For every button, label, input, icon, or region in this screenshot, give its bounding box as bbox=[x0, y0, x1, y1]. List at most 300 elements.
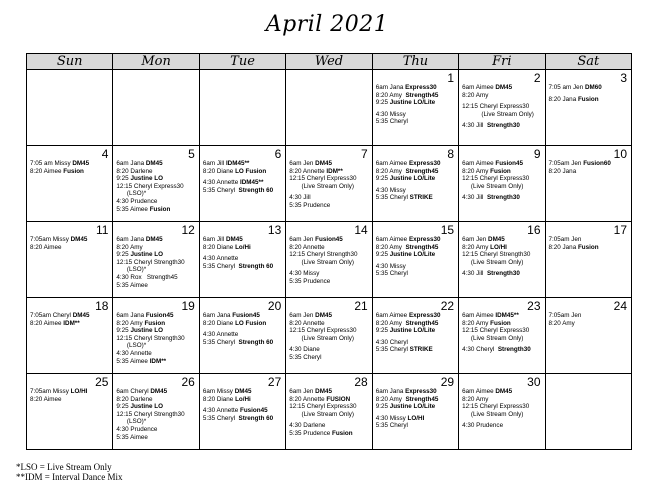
class-time-instructor: 6am Jen bbox=[289, 236, 316, 243]
class-time-instructor: 9:25 bbox=[116, 403, 131, 411]
class-entry bbox=[203, 312, 284, 320]
class-entry bbox=[289, 160, 370, 168]
class-type: Justine LO bbox=[130, 175, 163, 183]
class-time-instructor: 6am Jen bbox=[289, 388, 316, 395]
class-list bbox=[462, 160, 543, 202]
day-cell bbox=[545, 70, 631, 146]
class-type: DM45 bbox=[315, 312, 332, 319]
class-entry bbox=[549, 244, 630, 252]
class-entry bbox=[289, 327, 370, 335]
class-type: Strength45 bbox=[405, 167, 439, 175]
class-time-instructor: 5:35 Aimee bbox=[116, 205, 150, 213]
class-entry bbox=[30, 320, 111, 328]
class-entry bbox=[376, 160, 457, 168]
day-cell bbox=[459, 374, 545, 450]
class-entry bbox=[203, 396, 284, 404]
class-type: IDM** bbox=[326, 167, 343, 175]
day-number: 19 bbox=[181, 299, 195, 313]
class-time-instructor: 4:30 Missy bbox=[289, 270, 320, 278]
class-time-instructor: 12:15 Cheryl Strength30 bbox=[462, 251, 531, 259]
class-time-instructor: 5:35 Cheryl bbox=[202, 338, 239, 346]
class-entry bbox=[289, 175, 370, 183]
class-time-instructor: 12:15 Cheryl Strength30 bbox=[116, 258, 185, 266]
class-time-instructor: 5:35 Cheryl bbox=[202, 414, 239, 422]
day-cell bbox=[459, 222, 545, 298]
class-list bbox=[462, 84, 543, 130]
class-list bbox=[289, 312, 370, 362]
class-time-instructor: 7:05am Jen bbox=[548, 160, 584, 167]
class-type: LO Fusion bbox=[235, 167, 267, 175]
week-row bbox=[27, 374, 632, 450]
class-time-instructor: 8:20 Amy bbox=[375, 91, 406, 99]
class-type: DM45 bbox=[488, 236, 505, 243]
class-entry bbox=[376, 403, 457, 411]
day-number: 8 bbox=[447, 147, 455, 161]
class-time-instructor: 7:05am Jen bbox=[548, 236, 582, 243]
class-entry bbox=[376, 187, 457, 195]
class-entry bbox=[116, 206, 197, 214]
day-number: 29 bbox=[440, 375, 455, 389]
class-entry bbox=[289, 346, 370, 354]
class-time-instructor: 8:20 Annette bbox=[289, 167, 327, 175]
class-time-instructor: 4:30 Missy bbox=[375, 110, 406, 118]
calendar-grid bbox=[26, 53, 632, 450]
class-entry bbox=[549, 160, 630, 168]
day-number: 3 bbox=[620, 71, 627, 85]
class-time-instructor: 7:05 am Missy bbox=[30, 160, 73, 167]
class-entry bbox=[376, 251, 457, 259]
class-entry bbox=[289, 411, 370, 419]
class-time-instructor: 4:30 Annette bbox=[202, 179, 240, 187]
class-entry bbox=[289, 202, 370, 210]
class-time-instructor: 8:20 Amy bbox=[462, 243, 491, 251]
week-row bbox=[27, 146, 632, 222]
calendar-title: April 2021 bbox=[265, 12, 389, 37]
class-entry bbox=[203, 263, 284, 271]
class-entry bbox=[203, 168, 284, 176]
day-cell bbox=[545, 146, 631, 222]
class-type: Express30 bbox=[405, 84, 437, 91]
day-cell bbox=[199, 70, 285, 146]
class-time-instructor: 5:35 Cheryl bbox=[375, 118, 408, 126]
class-time-instructor: 8:20 Jana bbox=[548, 95, 578, 103]
class-time-instructor: 8:20 Annette bbox=[289, 395, 327, 403]
footnotes bbox=[16, 462, 123, 482]
day-cell bbox=[459, 298, 545, 374]
class-type: STRIKE bbox=[409, 194, 433, 202]
class-time-instructor: 12:15 Cheryl Express30 bbox=[116, 182, 184, 190]
class-list bbox=[30, 236, 111, 251]
class-time-instructor: 8:20 Amy bbox=[548, 319, 575, 327]
class-entry bbox=[462, 388, 543, 396]
day-number: 15 bbox=[440, 223, 455, 237]
class-time-instructor: 9:25 bbox=[375, 403, 390, 411]
class-time-instructor: 9:25 bbox=[116, 327, 131, 335]
class-entry bbox=[203, 339, 284, 347]
day-number: 7 bbox=[361, 147, 368, 161]
class-list bbox=[116, 236, 197, 289]
day-cell bbox=[286, 146, 372, 222]
class-entry bbox=[462, 270, 543, 278]
class-entry bbox=[116, 251, 197, 259]
day-cell bbox=[286, 374, 372, 450]
class-entry bbox=[116, 396, 197, 404]
class-time-instructor: 5:35 Aimee bbox=[116, 433, 148, 441]
class-type: LO/HI bbox=[70, 388, 88, 395]
class-time-instructor: 8:20 Amy bbox=[375, 395, 406, 403]
class-time-instructor: 8:20 Darlene bbox=[116, 167, 153, 175]
class-time-instructor: 4:30 Jill bbox=[462, 194, 487, 202]
day-cell bbox=[199, 146, 285, 222]
class-time-instructor: 7:05am Missy bbox=[30, 388, 71, 395]
class-time-instructor: 12:15 Cheryl Express30 bbox=[462, 103, 530, 111]
class-list bbox=[376, 160, 457, 202]
class-entry bbox=[462, 396, 543, 404]
class-entry bbox=[116, 350, 197, 358]
class-entry bbox=[203, 255, 284, 263]
day-number: 23 bbox=[527, 299, 541, 313]
class-entry bbox=[30, 168, 111, 176]
class-entry bbox=[116, 274, 197, 282]
class-time-instructor: 4:30 Jill bbox=[289, 194, 311, 202]
class-entry bbox=[549, 96, 630, 104]
class-entry bbox=[462, 84, 543, 92]
class-entry bbox=[376, 422, 457, 430]
class-entry bbox=[289, 422, 370, 430]
class-type: IDM45** bbox=[495, 312, 519, 319]
class-entry bbox=[116, 434, 197, 442]
class-entry bbox=[116, 236, 197, 244]
class-time-instructor: 6am Aimee bbox=[462, 312, 496, 319]
class-time-instructor: 4:30 Annette bbox=[116, 349, 152, 357]
class-type: Fusion bbox=[63, 167, 84, 175]
class-entry bbox=[462, 168, 543, 176]
class-time-instructor: 6am Jana bbox=[116, 236, 146, 243]
class-time-instructor: 4:30 Cheryl bbox=[375, 338, 408, 346]
day-number: 5 bbox=[188, 147, 195, 161]
day-cell bbox=[372, 374, 458, 450]
class-time-instructor: 12:15 Cheryl Strength30 bbox=[289, 251, 358, 259]
day-number: 14 bbox=[354, 223, 368, 237]
class-time-instructor: 8:20 Jana bbox=[548, 243, 578, 251]
class-entry bbox=[116, 418, 197, 426]
class-entry bbox=[462, 103, 543, 111]
class-entry bbox=[203, 388, 284, 396]
day-cell bbox=[199, 298, 285, 374]
footnote-idm: **IDM = Interval Dance Mix bbox=[16, 472, 123, 482]
class-list bbox=[549, 84, 630, 103]
day-cell bbox=[545, 298, 631, 374]
class-time-instructor: 6am Aimee bbox=[462, 84, 496, 91]
class-type: DM45 bbox=[70, 236, 88, 243]
class-type: Fusion bbox=[490, 167, 511, 175]
day-cell bbox=[27, 146, 113, 222]
class-time-instructor: 9:25 bbox=[375, 99, 390, 107]
class-time-instructor: (Live Stream Only) bbox=[462, 258, 524, 266]
class-type: Fusion bbox=[577, 243, 599, 251]
class-type: DM45 bbox=[495, 388, 513, 395]
class-type: DM45 bbox=[315, 160, 332, 167]
class-entry bbox=[462, 411, 543, 419]
class-type: IDM45** bbox=[239, 179, 264, 187]
class-list bbox=[289, 160, 370, 210]
class-type: Strength45 bbox=[405, 91, 439, 99]
weekday-wed: Wed bbox=[286, 54, 372, 70]
class-time-instructor: 5:35 Aimee bbox=[116, 281, 148, 289]
class-list bbox=[549, 236, 630, 251]
class-type: Express30 bbox=[408, 312, 441, 319]
day-cell bbox=[545, 222, 631, 298]
class-type: Fusion45 bbox=[315, 236, 343, 243]
class-time-instructor: 8:20 Diane bbox=[202, 167, 236, 175]
class-time-instructor: 6am Jen bbox=[289, 160, 316, 167]
class-time-instructor: (LSO)* bbox=[116, 190, 147, 198]
class-time-instructor: 6am Jen bbox=[289, 312, 316, 319]
day-cell bbox=[113, 374, 199, 450]
class-time-instructor: 6am Jana bbox=[375, 388, 406, 395]
class-entry bbox=[289, 396, 370, 404]
day-cell bbox=[286, 70, 372, 146]
class-entry bbox=[30, 160, 111, 168]
class-entry bbox=[116, 198, 197, 206]
class-time-instructor: 9:25 bbox=[375, 251, 390, 259]
class-time-instructor: (Live Stream Only) bbox=[462, 110, 534, 118]
class-entry bbox=[462, 111, 543, 119]
class-entry bbox=[289, 335, 370, 343]
class-time-instructor: 5:35 Cheryl bbox=[375, 194, 410, 202]
class-type: IDM45** bbox=[225, 160, 250, 167]
class-time-instructor: 9:25 bbox=[116, 175, 131, 183]
class-list bbox=[376, 236, 457, 278]
class-type: Fusion60 bbox=[583, 160, 611, 167]
class-time-instructor: 8:20 Amy bbox=[462, 395, 489, 403]
day-number: 10 bbox=[613, 147, 627, 161]
class-entry bbox=[376, 263, 457, 271]
weekday-thu: Thu bbox=[372, 54, 458, 70]
class-time-instructor: 6am Aimee bbox=[375, 236, 409, 243]
class-time-instructor: 8:20 Amy bbox=[375, 167, 406, 175]
class-entry bbox=[289, 278, 370, 286]
class-time-instructor: 4:30 Prudence bbox=[462, 422, 504, 430]
class-type: LO/HI bbox=[490, 243, 507, 251]
day-number: 28 bbox=[354, 375, 368, 389]
class-entry bbox=[376, 415, 457, 423]
class-entry bbox=[376, 346, 457, 354]
class-time-instructor: 8:20 Aimee bbox=[30, 167, 64, 175]
day-cell bbox=[27, 298, 113, 374]
class-entry bbox=[462, 346, 543, 354]
class-entry bbox=[549, 312, 630, 320]
class-type: Express30 bbox=[408, 236, 441, 243]
class-entry bbox=[116, 312, 197, 320]
class-time-instructor: 5:35 Prudence bbox=[289, 277, 331, 285]
class-type: LO/HI bbox=[407, 414, 425, 422]
class-type: Fusion bbox=[490, 319, 511, 327]
class-type: DM45 bbox=[315, 388, 332, 395]
week-row bbox=[27, 298, 632, 374]
class-type: Express30 bbox=[408, 160, 441, 167]
class-entry bbox=[549, 168, 630, 176]
class-time-instructor: 8:20 Diane bbox=[202, 319, 236, 327]
class-time-instructor: 12:15 Cheryl Express30 bbox=[462, 327, 530, 335]
class-entry bbox=[376, 92, 457, 100]
class-entry bbox=[376, 320, 457, 328]
class-entry bbox=[289, 168, 370, 176]
day-number: 4 bbox=[101, 147, 109, 161]
class-time-instructor: 12:15 Cheryl Express30 bbox=[289, 403, 357, 411]
class-list bbox=[462, 388, 543, 430]
class-entry bbox=[462, 92, 543, 100]
class-entry bbox=[116, 175, 197, 183]
class-entry bbox=[289, 270, 370, 278]
class-entry bbox=[289, 388, 370, 396]
class-time-instructor: 8:20 Amy bbox=[462, 319, 491, 327]
class-list bbox=[376, 84, 457, 126]
class-time-instructor: 8:20 Diane bbox=[202, 395, 236, 403]
class-entry bbox=[289, 312, 370, 320]
class-time-instructor: 8:20 Amy bbox=[462, 91, 489, 99]
class-type: Justine LO/Lite bbox=[389, 99, 436, 107]
day-number: 21 bbox=[354, 299, 368, 313]
class-list bbox=[462, 236, 543, 278]
class-entry bbox=[289, 236, 370, 244]
class-entry bbox=[30, 236, 111, 244]
class-time-instructor: 12:15 Cheryl Strength30 bbox=[116, 410, 185, 418]
class-time-instructor: 4:30 Annette bbox=[202, 255, 239, 263]
class-list bbox=[116, 312, 197, 365]
class-entry bbox=[203, 407, 284, 415]
class-type: Strength30 bbox=[497, 346, 531, 354]
weekday-sun: Sun bbox=[27, 54, 113, 70]
class-entry bbox=[462, 312, 543, 320]
class-type: Fusion45 bbox=[145, 312, 174, 319]
class-entry bbox=[289, 194, 370, 202]
day-cell bbox=[113, 222, 199, 298]
class-entry bbox=[116, 342, 197, 350]
class-time-instructor: 6am Jill bbox=[202, 160, 226, 167]
day-number: 25 bbox=[95, 375, 109, 389]
class-time-instructor: 8:20 Amy bbox=[116, 319, 145, 327]
class-time-instructor: 5:35 Cheryl bbox=[202, 262, 239, 270]
class-type: DM45 bbox=[234, 388, 252, 395]
class-entry bbox=[116, 190, 197, 198]
day-cell bbox=[286, 222, 372, 298]
class-time-instructor: (LSO)* bbox=[116, 418, 147, 426]
class-entry bbox=[203, 236, 284, 244]
class-time-instructor: 9:25 bbox=[375, 175, 390, 183]
class-time-instructor: 9:25 bbox=[375, 327, 390, 335]
class-entry bbox=[376, 168, 457, 176]
day-number: 18 bbox=[95, 299, 109, 313]
class-type: DM45 bbox=[145, 160, 163, 167]
class-type: Fusion45 bbox=[239, 407, 268, 415]
class-time-instructor: (Live Stream Only) bbox=[462, 334, 524, 342]
class-time-instructor: (Live Stream Only) bbox=[289, 258, 354, 266]
class-entry bbox=[116, 358, 197, 366]
class-type: Fusion bbox=[577, 95, 599, 103]
class-entry bbox=[462, 183, 543, 191]
class-time-instructor: 8:20 Amy bbox=[462, 167, 491, 175]
class-entry bbox=[462, 122, 543, 130]
class-type: Justine LO bbox=[130, 251, 163, 259]
class-time-instructor: 4:30 Missy bbox=[375, 262, 406, 270]
class-entry bbox=[376, 396, 457, 404]
class-entry bbox=[203, 244, 284, 252]
class-entry bbox=[289, 251, 370, 259]
class-entry bbox=[549, 320, 630, 328]
class-time-instructor: 5:35 Cheryl bbox=[375, 346, 410, 354]
class-type: DM45 bbox=[145, 236, 163, 243]
class-time-instructor: 7:05am Cheryl bbox=[30, 312, 73, 319]
class-entry bbox=[116, 160, 197, 168]
class-list bbox=[549, 312, 630, 327]
class-list bbox=[462, 312, 543, 354]
day-cell bbox=[113, 146, 199, 222]
class-entry bbox=[116, 335, 197, 343]
day-number: 17 bbox=[613, 223, 627, 237]
class-time-instructor: 6am Missy bbox=[202, 388, 235, 395]
class-type: Justine LO/Lite bbox=[389, 175, 436, 183]
day-cell bbox=[199, 222, 285, 298]
footnote-lso: *LSO = Live Stream Only bbox=[16, 462, 112, 472]
class-list bbox=[116, 388, 197, 441]
class-time-instructor: (LSO)* bbox=[116, 342, 147, 350]
class-time-instructor: 8:20 Diane bbox=[202, 243, 236, 251]
class-list bbox=[30, 160, 111, 175]
class-entry bbox=[30, 244, 111, 252]
class-time-instructor: (Live Stream Only) bbox=[289, 410, 354, 418]
class-entry bbox=[376, 388, 457, 396]
class-time-instructor: 6am Aimee bbox=[375, 160, 409, 167]
class-time-instructor: 6am Jana bbox=[375, 84, 406, 91]
class-type: Express30 bbox=[405, 388, 437, 395]
class-entry bbox=[289, 320, 370, 328]
class-list bbox=[30, 388, 111, 403]
class-entry bbox=[203, 415, 284, 423]
day-number: 13 bbox=[267, 223, 282, 237]
class-type: STRIKE bbox=[409, 346, 433, 354]
class-time-instructor: 12:15 Cheryl Express30 bbox=[289, 327, 357, 335]
class-list bbox=[376, 388, 457, 430]
class-entry bbox=[116, 282, 197, 290]
class-type: LO Fusion bbox=[235, 319, 267, 327]
class-entry bbox=[376, 270, 457, 278]
class-time-instructor: 4:30 Jill bbox=[462, 122, 487, 130]
day-number: 24 bbox=[613, 299, 627, 313]
class-entry bbox=[376, 194, 457, 202]
class-entry bbox=[30, 388, 111, 396]
class-time-instructor: 5:35 Cheryl bbox=[202, 186, 239, 194]
class-list bbox=[376, 312, 457, 354]
class-entry bbox=[116, 403, 197, 411]
class-entry bbox=[462, 244, 543, 252]
class-time-instructor: 8:20 Jana bbox=[548, 167, 577, 175]
class-time-instructor: 8:20 Aimee bbox=[30, 319, 64, 327]
class-entry bbox=[549, 84, 630, 92]
class-time-instructor: 4:30 Prudence bbox=[116, 197, 158, 205]
class-entry bbox=[203, 331, 284, 339]
class-type: Strength30 bbox=[486, 122, 520, 130]
class-entry bbox=[462, 327, 543, 335]
class-entry bbox=[376, 118, 457, 126]
class-time-instructor: 12:15 Cheryl Express30 bbox=[462, 403, 530, 411]
class-entry bbox=[289, 244, 370, 252]
class-type: Fusion45 bbox=[495, 160, 524, 167]
class-time-instructor: 4:30 Diane bbox=[289, 346, 320, 354]
class-type: Justine LO/Lite bbox=[389, 251, 436, 259]
weekday-sat: Sat bbox=[545, 54, 631, 70]
class-type: Strength45 bbox=[405, 319, 439, 327]
